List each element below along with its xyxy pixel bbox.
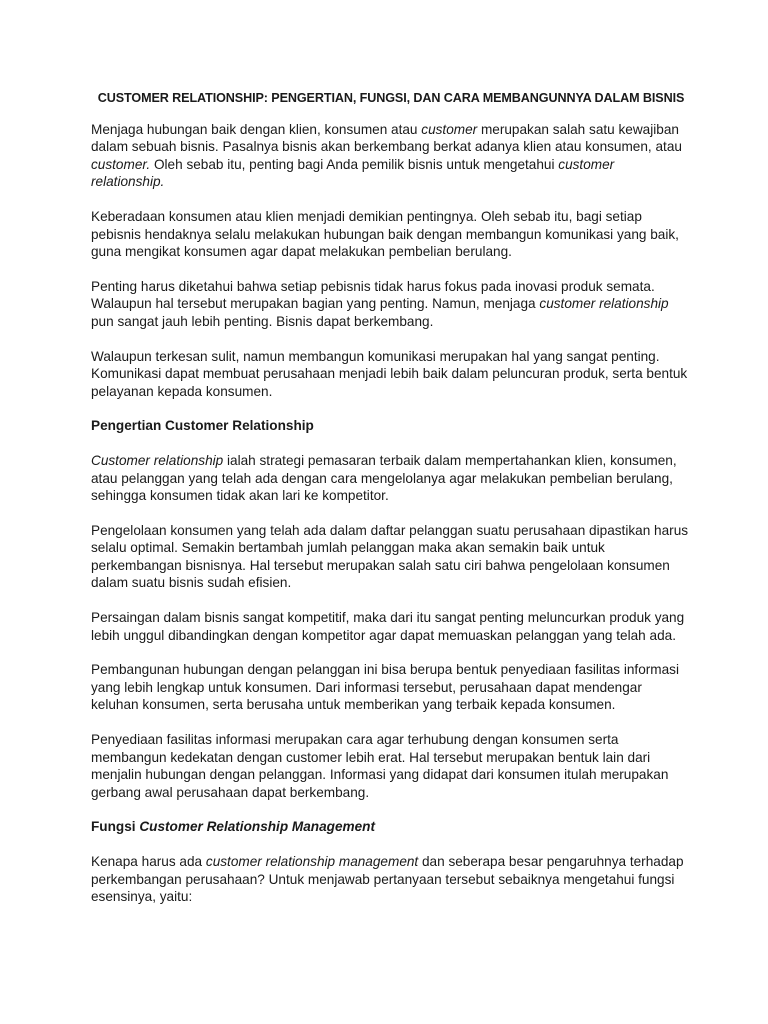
italic-text-segment: customer. xyxy=(91,156,151,172)
pengertian-paragraph-5 xyxy=(91,731,691,801)
pengertian-paragraph-2 xyxy=(91,522,691,592)
text-segment: Penting harus diketahui bahwa setiap pebisnis tidak harus fokus pada inovasi produk semata. Walaupun hal tersebut merupakan bagian yang penting. Namun, menjaga xyxy=(91,278,655,312)
pengertian-paragraph-4 xyxy=(91,661,691,714)
text-segment: Penyediaan fasilitas informasi merupakan cara agar terhubung dengan konsumen serta membangun kedekatan dengan customer lebih erat. Hal tersebut merupakan bentuk lain dari menjalin hubungan dengan pelanggan. Informasi yang didapat dari konsumen itulah merupakan gerbang awal perusahaan dapat berkembang. xyxy=(91,732,669,800)
text-segment: Pengelolaan konsumen yang telah ada dalam daftar pelanggan suatu perusahaan dipastikan harus selalu optimal. Semakin bertambah jumlah pelanggan maka akan semakin baik untuk perkembangan bisnisnya. Hal tersebut merupakan salah satu ciri bahwa pengelolaan konsumen dalam suatu bisnis sudah efisien. xyxy=(91,522,689,591)
italic-text-segment: Customer relationship xyxy=(91,452,224,468)
text-segment: Pembangunan hubungan dengan pelanggan ini bisa berupa bentuk penyediaan fasilitas informasi yang lebih lengkap untuk konsumen. Dari informasi tersebut, perusahaan dapat mendengar keluhan konsumen, serta berusaha untuk memberikan yang terbaik kepada konsumen. xyxy=(91,662,679,713)
section-heading-fungsi xyxy=(91,818,691,836)
fungsi-paragraph-1 xyxy=(91,853,691,906)
text-segment: pun sangat jauh lebih penting. Bisnis dapat berkembang. xyxy=(91,313,434,329)
italic-text-segment: Customer Relationship Management xyxy=(139,819,376,835)
section-heading-pengertian: Pengertian Customer Relationship xyxy=(91,418,314,434)
pengertian-paragraph-1 xyxy=(91,452,691,505)
intro-paragraph-2 xyxy=(91,208,691,261)
text-segment: Kenapa harus ada xyxy=(91,854,206,869)
text-segment: ialah strategi pemasaran terbaik dalam mempertahankan klien, konsumen, atau pelanggan yang telah ada dengan cara mengelolanya agar melakukan pembelian berulang, sehingga konsumen tidak akan lari ke kompetitor. xyxy=(91,452,677,504)
italic-text-segment: customer relationship. xyxy=(91,156,615,190)
intro-paragraph-4 xyxy=(91,348,691,401)
text-segment: Oleh sebab itu, penting bagi Anda pemilik bisnis untuk mengetahui xyxy=(150,156,559,172)
document-title: CUSTOMER RELATIONSHIP: PENGERTIAN, FUNGSI, DAN CARA MEMBANGUNNYA DALAM BISNIS xyxy=(97,91,685,105)
italic-text-segment: customer relationship xyxy=(539,296,669,312)
intro-paragraph-3 xyxy=(91,278,691,331)
text-segment: Fungsi xyxy=(91,819,140,835)
pengertian-paragraph-3 xyxy=(91,609,691,644)
text-segment: Walaupun terkesan sulit, namun membangun komunikasi merupakan hal yang sangat penting. Komunikasi dapat membuat perusahaan menjadi lebih baik dalam peluncuran produk, serta bentuk pelayanan kepada konsumen. xyxy=(91,348,688,399)
intro-paragraph-1 xyxy=(91,121,691,191)
text-segment: Keberadaan konsumen atau klien menjadi demikian pentingnya. Oleh sebab itu, bagi setiap pebisnis hendaknya selalu melakukan hubungan baik dengan membangun komunikasi yang baik, guna mengikat konsumen agar dapat melakukan pembelian berulang. xyxy=(91,208,679,260)
italic-text-segment: customer relationship management xyxy=(205,854,419,869)
text-segment: Menjaga hubungan baik dengan klien, konsumen atau xyxy=(91,121,422,137)
text-segment: Persaingan dalam bisnis sangat kompetitif, maka dari itu sangat penting meluncurkan produk yang lebih unggul dibandingkan dengan kompetitor agar dapat memuaskan pelanggan yang telah ada. xyxy=(91,610,685,643)
italic-text-segment: customer xyxy=(421,121,478,137)
text-segment: merupakan salah satu kewajiban dalam sebuah bisnis. Pasalnya bisnis akan berkembang berkat adanya klien atau konsumen, atau xyxy=(91,121,682,155)
text-segment: dan seberapa besar pengaruhnya terhadap perkembangan perusahaan? Untuk menjawab pertanyaan tersebut sebaiknya mengetahui fungsi esensinya, yaitu: xyxy=(91,854,684,905)
document-body xyxy=(91,90,691,923)
